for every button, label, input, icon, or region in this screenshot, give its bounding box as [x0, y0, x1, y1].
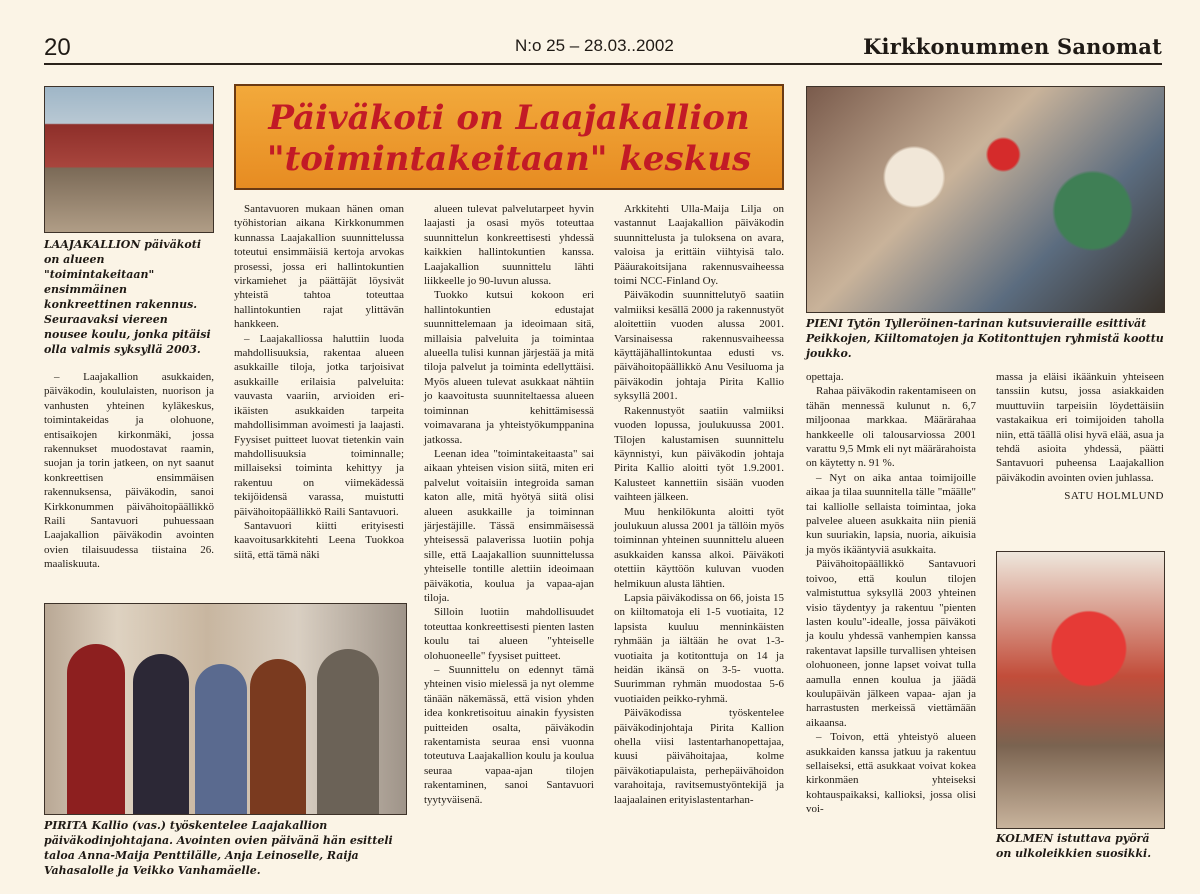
photo1-caption: LAAJAKALLION päiväkoti on alueen "toimintakeitaan" ensimmäinen konkreettinen rakennus. Seuraavaksi viereen nousee koulu, jonka pitäisi olla valmis syksyllä 2003.	[44, 238, 211, 356]
issue-date: N:o 25 – 28.03..2002	[515, 36, 674, 55]
photo4-caption: KOLMEN istuttava pyörä on ulkoleikkien suosikki.	[996, 832, 1152, 860]
article-column-6	[996, 370, 1164, 504]
paragraph: massa ja eläisi ikäänkuin yhteiseen tanssiin kutsu, jossa asiakkaiden muuttuviin tarpeisiin löydettäisiin vastakaikua eri toimijoiden taholla niin, että täällä olisi hyvä elää, asua ja tehdä asioita yhdessä, päätti Santavuori puheensa Laajakallion päiväkodin avointen ovien juhlassa.	[996, 371, 1164, 484]
headline-line1: Päiväkoti on Laajakallion	[268, 98, 750, 138]
newspaper-name: Kirkkonummen Sanomat	[863, 34, 1162, 59]
paragraph: Muu henkilökunta aloitti työt joulukuun alussa 2001 ja tällöin myös toiminnan yhteinen suunnittelu alueen asukkaiden kanssa alkoi. Päiväkoti otettiin käyttöön kuluvan vuoden helmikuun alusta lähtien.	[614, 505, 784, 590]
kindergarten-building-photo	[44, 86, 214, 233]
children-costume-photo	[806, 86, 1165, 313]
photo2-caption: PIENI Tytön Tylleröinen-tarinan kutsuvieraille esittivät Peikkojen, Kiiltomatojen ja Kotitonttujen ryhmistä koottu joukko.	[806, 317, 1164, 360]
article-column-5	[806, 370, 976, 817]
article-column-2	[234, 202, 404, 562]
paragraph: Tuokko kutsui kokoon eri hallintokuntien edustajat suunnittelemaan ja ideoimaan sitä, millaisia palveluita ja toimintaa alueella tulisi kunnan järjestää ja mitä tiloja palvelut ja toiminta edellyttäisi. Myös alueen tulevat asukkaat nähtiin jo kaavoitusta suunniteltaessa alueen toiminnan kehittämisessä voimavarana ja yhteistyökumppanina jatkossa.	[424, 289, 594, 446]
paragraph: opettaja.	[806, 371, 844, 383]
person-figure	[67, 644, 125, 814]
author-signature: SATU HOLMLUND	[1064, 490, 1164, 503]
paragraph: Päiväkodissa työskentelee päiväkodinjohtaja Pirita Kallion ohella viisi lastentarhanopettajaa, kuusi päivähoitajaa, kolme päiväkotiapulaista, perhepäivähoidon varahoitaja, ravitsemustyöntekijä ja laajaalainen erityislastentarhan-	[614, 707, 784, 806]
headline-line2: "toimintakeitaan" keskus	[266, 139, 752, 179]
paragraph: Arkkitehti Ulla-Maija Lilja on vastannut Laajakallion päiväkodin suunnittelusta ja tuloksena on avara, valoisa ja erittäin viihtyisä talo. Pääurakoitsijana rakennusvaiheessa toimi NCC-Finland Oy.	[614, 203, 784, 288]
paragraph: – Suunnittelu on edennyt tämä yhteinen visio mielessä ja nyt olemme tänään näkemässä, että vision yhden idea konkretisoituu ainakin fyysisten puitteiden osalta, päiväkodin rakentamista seuraa ensi vuonna toteutuva Laajakallion koulu ja koulua seuraa vapaa-ajan tilojen rakentaminen, sanoi Santavuori tyytyväisenä.	[424, 664, 594, 806]
headline	[236, 86, 782, 180]
paragraph: Lapsia päiväkodissa on 66, joista 15 on kiiltomatoja eli 1-5 vuotiaita, 12 lapsista kuuluu menninkäisten ryhmään ja iältään he ovat 1-3- vuotiaita ja kotitonttuja on 14 ja heidän ikänsä on 3-5- vuotta. Suurimman ryhmän muodostaa 5-6 vuotiaiden peikko-ryhmä.	[614, 591, 784, 705]
person-figure	[195, 664, 247, 814]
paragraph: – Laajakalliossa haluttiin luoda mahdollisuuksia, rakentaa alueen asukkaille tiloja, jotka tarjoisivat asukkaille erilaisia palveluita: vauvasta vaariin, arvioiden eri-ikäisten asukkaiden tarpeita mahdollisimman avoimesti ja laajasti. Fyysiset puitteet luovat tietenkin vain mahdollisuuksia toiminnalle; millaiseksi toiminta kehittyy ja rakentuu on viimekädessä tekijöidensä varassa, muistutti päivähoitopäällikkö Raili Santavuori.	[234, 332, 404, 518]
paragraph: alueen tulevat palvelutarpeet hyvin laajasti ja osasi myös toteuttaa suunnittelun konkreettisesti yhdessä kaikkien hallintokuntien kanssa. Laajakallion suunnittelu lähti liikkeelle jo 90-luvun alussa.	[424, 203, 594, 288]
person-figure	[250, 659, 306, 814]
person-figure	[317, 649, 379, 814]
paragraph: Leenan idea "toimintakeitaasta" sai aikaan yhteisen vision siitä, miten eri palvelut voitaisiin integroida saman katon alle, mitä hyötyä siitä olisi alueen asukkaille ja toiminnan järjestäjille. Tässä ensimmäisessä yhteisessä palaverissa luotiin pohja sille, että Laajakallion suunnittelussa yhteiselle tontille alettiin ideoimaan päiväkotia, koulua ja vapaa-ajan tiloja.	[424, 447, 594, 604]
header-rule	[44, 63, 1162, 65]
paragraph: – Laajakallion asukkaiden, päiväkodin, koululaisten, nuorison ja vanhusten yhteinen kyläkeskus, toimintakeidas ja olohuone, entisaikojen kirkonmäki, jossa rakennukset muodostavat raamin, suojan ja torin jatkeen, on nyt saanut konkreettisen ensimmäisen rakennuksensa, päiväkodin, sanoi Kirkkonummen päivähoitopäällikkö Raili Santavuori puhuessaan Laajakallion päiväkodin avointen ovien tilaisuudessa tiistaina 26. maaliskuuta.	[44, 371, 214, 571]
photo3-caption: PIRITA Kallio (vas.) työskentelee Laajakallion päiväkodinjohtajana. Avointen ovien päivänä hän esitteli taloa Anna-Maija Penttilälle, Anja Leinoselle, Raija Vahasalolle ja Veikko Vanhamäelle.	[44, 819, 393, 877]
article-column-3	[424, 202, 594, 807]
person-figure	[133, 654, 189, 814]
page-number: 20	[44, 34, 71, 61]
paragraph: Päivähoitopäällikkö Santavuori toivoo, että koulun tilojen valmistuttua syksyllä 2003 yhteinen visio täydentyy ja rakentuu "pienten lasten koulu"-idealle, jossa päiväkoti ja koulu yhdessä vanhempien kanssa rakentavat lapsille turvallisen yhteisen olohuoneen, jonne lapset voivat tulla aamulla ennen koulua ja jäädä koulupäivän jälkeen vapaa- ajan ja harrastusten merkeissä viettämään aikaansa.	[806, 558, 976, 729]
paragraph: – Toivon, että yhteistyö alueen asukkaiden kanssa jatkuu ja rakentuu sellaiseksi, että asukkaat voivat kokea kirkonmäen yhteiseksi kohtauspaikaksi, kallioksi, jossa olisi voi-	[806, 731, 976, 816]
paragraph: Päiväkodin suunnittelutyö saatiin valmiiksi kesällä 2000 ja rakennustyöt aloitettiin vuoden alussa 2001. Varsinaisessa rakennusvaiheessa käyttäjähallintokuntaa edusti vs. päivähoitopäällikkö Anu Vesiluoma ja päiväkodin johtaja Pirita Kallio syksyllä 2001.	[614, 289, 784, 403]
paragraph: Santavuoren mukaan hänen oman työhistorian aikana Kirkkonummen kunnassa Laajakallion suunnittelussa toteutui ensimmäisiä kertoja arvokas prosessi, jossa eri hallintokuntien virkamiehet ja päättäjät löysivät yhteistä tahtoa toteuttaa hallintokuntien rajat ylittävän hankkeen.	[234, 203, 404, 331]
paragraph: Silloin luotiin mahdollisuudet toteuttaa konkreettisesti pienten lasten koulu tai alueen "yhteiselle olohuoneelle" fyysiset puitteet.	[424, 606, 594, 662]
paragraph: Rahaa päiväkodin rakentamiseen on tähän mennessä kulunut n. 6,7 miljoonaa markkaa. Määrärahaa hankkeelle oli talousarviossa 2001 varattu 9,5 Mmk eli nyt määrärahoista on käytetty n. 91 %.	[806, 385, 976, 470]
paragraph: – Nyt on aika antaa toimijoille aikaa ja tilaa suunnitella tälle "määlle" tai kalliolle sellaista toimintaa, joka palvelee alueen asukkaita niin pieniä kun suuriakin, lapsia, nuoria, aikuisia ja myös ikääntyviä asukkaita.	[806, 471, 976, 556]
paragraph: Santavuori kiitti erityisesti kaavoitusarkkitehti Leena Tuokkoa siitä, että tämä näki	[234, 519, 404, 561]
paragraph: Rakennustyöt saatiin valmiiksi vuoden lopussa, joulukuussa 2001. Tilojen kalustamisen suunnittelu käynnistyi, kun päiväkodin johtaja Pirita Kallio aloitti työt 1.9.2001. Kalusteet kannettiin sisään vuoden vaihteen jälkeen.	[614, 404, 784, 504]
open-house-guests-photo	[44, 603, 407, 815]
headline-box	[234, 84, 784, 190]
article-column-4	[614, 202, 784, 807]
tricycle-photo	[996, 551, 1165, 829]
article-column-1	[44, 370, 214, 572]
